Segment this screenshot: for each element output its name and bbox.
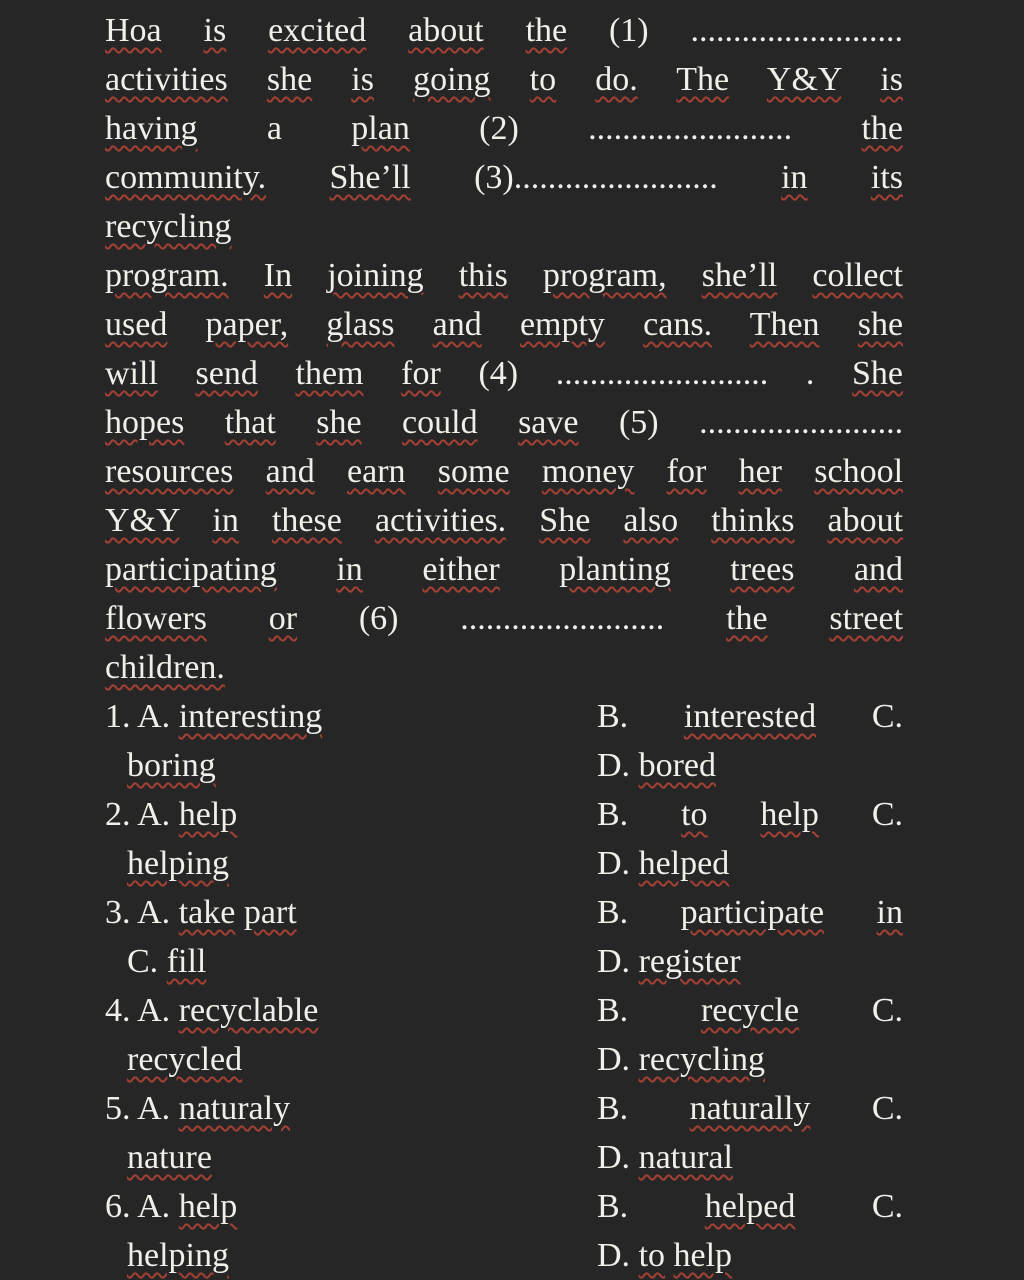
- answer-options: [105, 692, 903, 1280]
- option-row: [105, 692, 903, 741]
- passage-line: activities she is going to do. The Y&Y is: [105, 61, 904, 98]
- passage-line: resources and earn some money for her school: [105, 453, 904, 490]
- option-left-text: recycled: [127, 1041, 243, 1078]
- option-left-text: 5. A. naturaly: [105, 1090, 291, 1127]
- passage-line: having a plan (2) ........................ the: [105, 110, 904, 147]
- option-row: [105, 790, 903, 839]
- passage-line: recycling: [105, 208, 232, 245]
- option-row: [105, 888, 903, 937]
- passage-line: used paper, glass and empty cans. Then she: [105, 306, 904, 343]
- option-right-text: D. bored: [597, 747, 716, 784]
- option-right-text: D. register: [597, 943, 741, 980]
- option-right-text: D. to help: [597, 1237, 733, 1274]
- option-row: [105, 1084, 903, 1133]
- option-left-text: 4. A. recyclable: [105, 992, 319, 1029]
- option-row: [105, 1231, 903, 1280]
- option-left-text: 2. A. help: [105, 796, 238, 833]
- option-right-text: B. to help C.: [597, 796, 903, 833]
- passage-line: Y&Y in these activities. She also thinks about: [105, 502, 904, 539]
- passage-line: program. In joining this program, she’ll collect: [105, 257, 903, 294]
- passage-line: flowers or (6) ........................ the street: [105, 600, 904, 637]
- passage-line: participating in either planting trees and: [105, 551, 904, 588]
- option-row: [105, 986, 903, 1035]
- option-left-text: C. fill: [127, 943, 207, 980]
- option-right-text: B. recycle C.: [597, 992, 904, 1029]
- option-left-text: 1. A. interesting: [105, 698, 323, 735]
- option-right-text: B. naturally C.: [597, 1090, 903, 1127]
- passage-line: Hoa is excited about the (1) .........................: [105, 12, 904, 49]
- option-row: [105, 1182, 903, 1231]
- option-row: [105, 1133, 903, 1182]
- option-left-text: 6. A. help: [105, 1188, 238, 1225]
- cloze-passage: [105, 6, 903, 692]
- option-right-text: B. participate in: [597, 894, 903, 931]
- option-left-text: nature: [127, 1139, 212, 1176]
- option-row: [105, 1035, 903, 1084]
- option-row: [105, 937, 903, 986]
- passage-line: community. She’ll (3)........................ in its: [105, 159, 903, 196]
- option-left-text: helping: [127, 845, 229, 882]
- option-left-text: 3. A. take part: [105, 894, 297, 931]
- option-left-text: helping: [127, 1237, 229, 1274]
- option-right-text: B. helped C.: [597, 1188, 904, 1225]
- option-row: [105, 839, 903, 888]
- option-row: [105, 741, 903, 790]
- passage-line: children.: [105, 649, 225, 686]
- option-right-text: D. recycling: [597, 1041, 766, 1078]
- option-right-text: D. natural: [597, 1139, 733, 1176]
- passage-line: hopes that she could save (5) ........................: [105, 404, 904, 441]
- passage-line: will send them for (4) ......................... . She: [105, 355, 904, 392]
- option-right-text: B. interested C.: [597, 698, 904, 735]
- option-left-text: boring: [127, 747, 216, 784]
- option-right-text: D. helped: [597, 845, 730, 882]
